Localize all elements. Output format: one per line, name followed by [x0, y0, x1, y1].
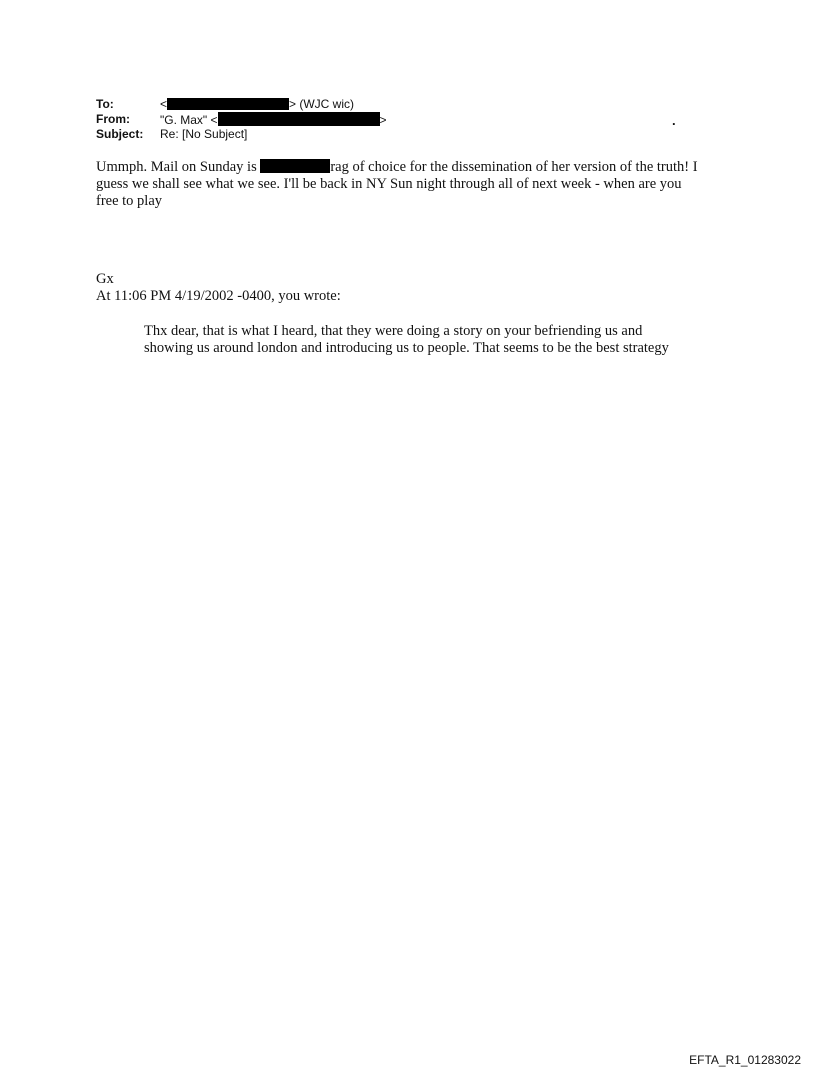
body-part-2: rag of choice for the dissemination of her version of the truth! I guess we shall see what we see. I'll be back in NY Sun night through all of next week - when are you free to play: [96, 159, 698, 209]
to-prefix: <: [160, 97, 168, 111]
from-value: [160, 112, 387, 128]
redaction-bar: [260, 159, 330, 173]
redaction-bar: [218, 112, 380, 126]
quote-attribution: At 11:06 PM 4/19/2002 -0400, you wrote:: [96, 288, 341, 304]
body-part-1: Ummph. Mail on Sunday is: [96, 159, 261, 175]
from-suffix: >: [379, 113, 387, 127]
document-id: EFTA_R1_01283022: [689, 1053, 801, 1067]
to-label: To:: [96, 97, 114, 111]
to-suffix: > (WJC wic): [289, 97, 355, 111]
to-value: [160, 97, 354, 112]
signature: Gx: [96, 271, 114, 287]
from-label: From:: [96, 112, 130, 126]
quoted-message: Thx dear, that is what I heard, that they were doing a story on your befriending us and showing us around london and introducing us to people. That seems to be the best strategy: [144, 323, 669, 356]
subject-value: Re: [No Subject]: [160, 127, 248, 141]
email-body: [96, 159, 706, 210]
from-trailing-dot: .: [672, 113, 676, 128]
subject-label: Subject:: [96, 127, 144, 141]
from-prefix: "G. Max" <: [160, 113, 218, 127]
redaction-bar: [167, 98, 289, 110]
